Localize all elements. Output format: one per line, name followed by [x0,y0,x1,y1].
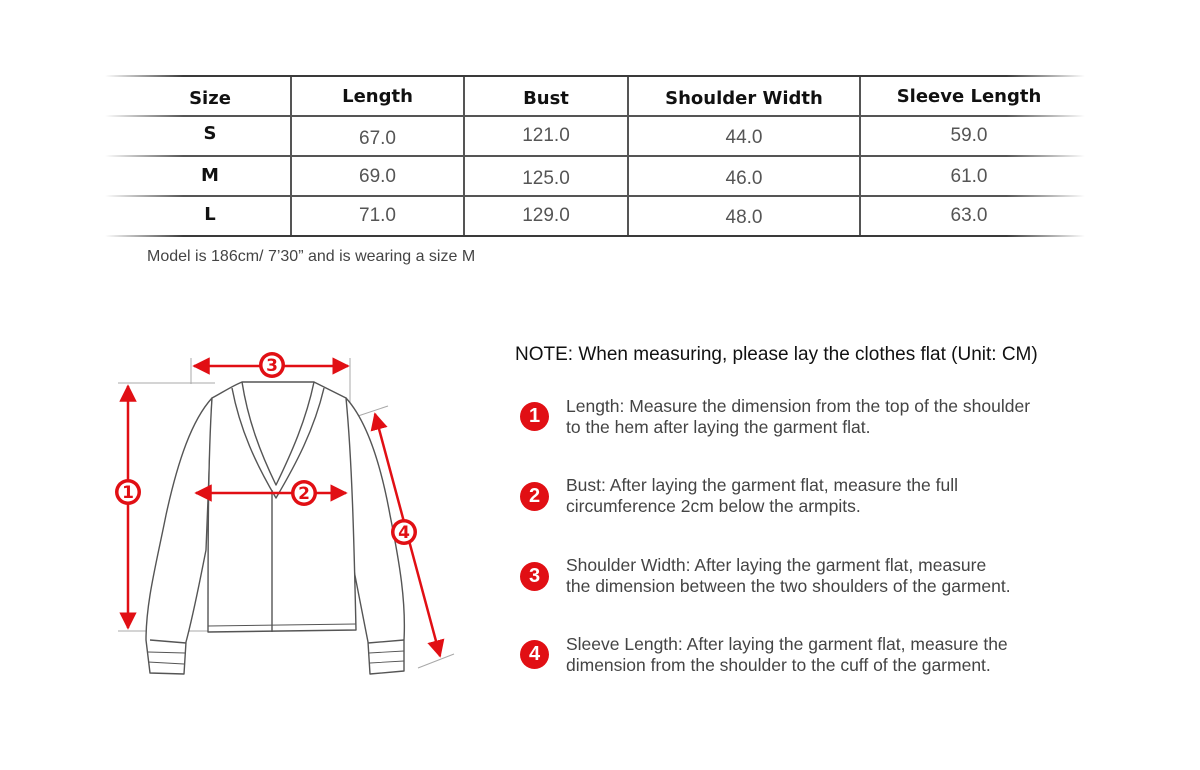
header-length: Length [342,85,413,107]
table-cell-size: M [201,164,219,186]
table-cell-bust: 129.0 [522,205,570,226]
size-table [105,75,1085,237]
table-cell-size: S [203,122,217,144]
svg-text:3: 3 [266,356,278,376]
table-cell-shoulder-width: 48.0 [725,207,763,228]
note-line: Sleeve Length: After laying the garment flat, measure the [566,634,1008,654]
number-1-icon: 1 [520,402,549,431]
marker-3 [259,352,285,378]
note-line: Shoulder Width: After laying the garment flat, measure [566,555,987,575]
table-cell-length: 71.0 [359,205,396,226]
jacket-outline [146,382,404,674]
header-bust: Bust [523,87,569,109]
note-line: Bust: After laying the garment flat, measure the full [566,475,959,495]
note-line: to the hem after laying the garment flat. [566,417,871,437]
svg-text:4: 4 [398,523,410,543]
table-cell-length: 69.0 [359,166,396,187]
marker-1 [115,479,141,505]
model-note: Model is 186cm/ 7’30” and is wearing a size M [147,248,476,265]
svg-text:2: 2 [298,484,310,504]
svg-text:1: 1 [122,483,134,503]
note-title: NOTE: When measuring, please lay the clothes flat (Unit: CM) [515,344,1038,365]
header-sleeve-length: Sleeve Length [896,85,1042,107]
marker-2 [291,480,317,506]
number-3-icon: 3 [520,562,549,591]
number-2-icon: 2 [520,482,549,511]
table-cell-sleeve-length: 61.0 [950,166,988,187]
note-line: dimension from the shoulder to the cuff of the garment. [566,655,991,675]
marker-4 [391,519,417,545]
note-line: circumference 2cm below the armpits. [566,496,861,516]
table-cell-shoulder-width: 44.0 [725,127,763,148]
table-cell-sleeve-length: 63.0 [950,205,988,226]
table-cell-shoulder-width: 46.0 [725,168,763,189]
number-4-icon: 4 [520,640,549,669]
table-cell-sleeve-length: 59.0 [950,125,988,146]
table-cell-bust: 121.0 [522,125,570,146]
note-line: the dimension between the two shoulders of the garment. [566,576,1011,596]
header-shoulder-width: Shoulder Width [665,87,823,109]
table-cell-length: 67.0 [359,128,396,149]
table-cell-bust: 125.0 [522,168,570,189]
garment-diagram [100,340,480,700]
header-size: Size [189,87,231,109]
table-cell-size: L [204,203,216,225]
note-line: Length: Measure the dimension from the top of the shoulder [566,396,1031,416]
